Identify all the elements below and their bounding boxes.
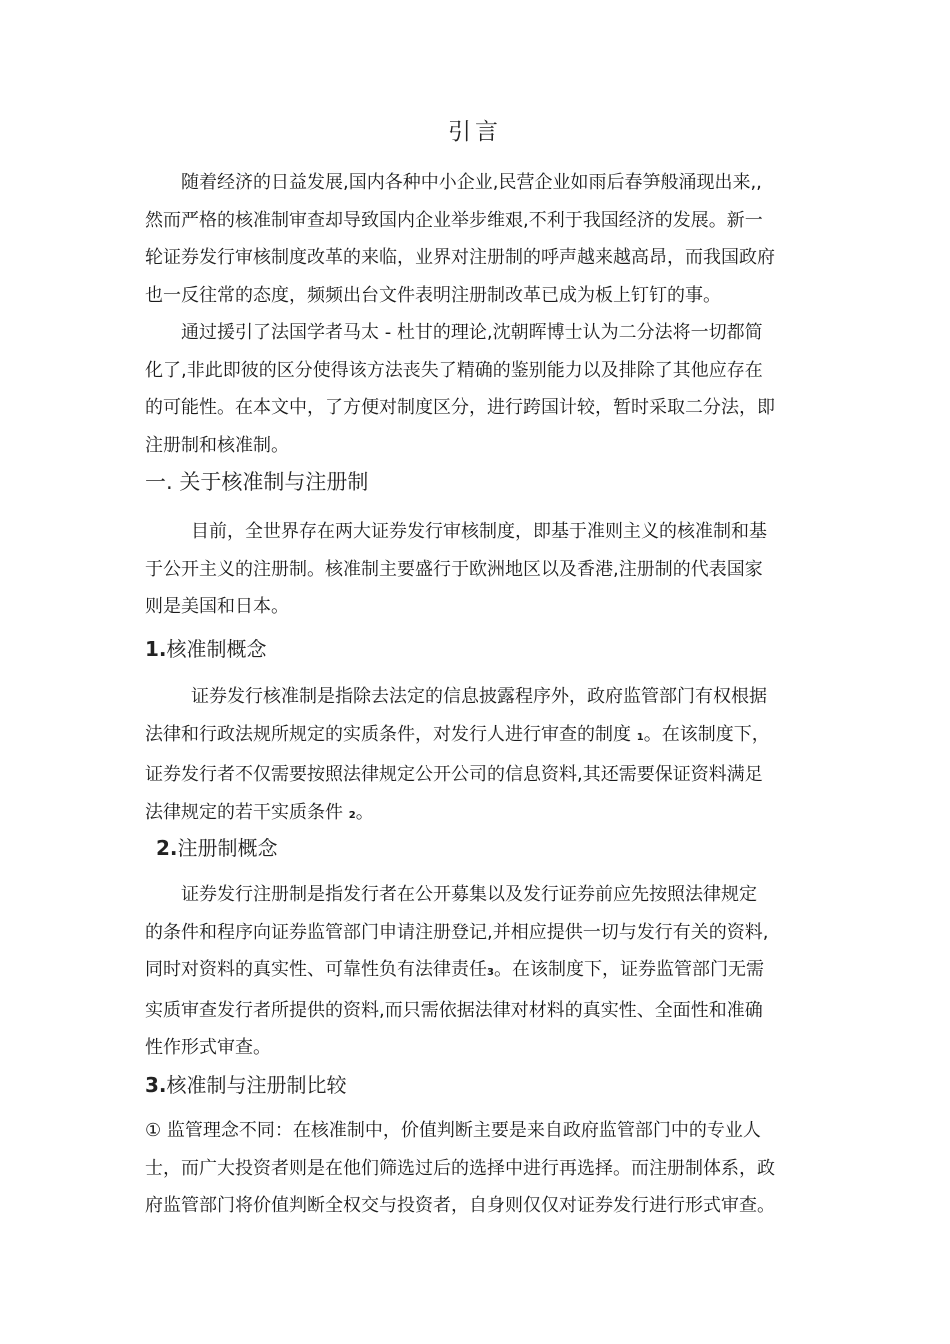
page-title: 引言 — [448, 119, 502, 145]
subheading-1 — [145, 633, 267, 662]
sub3-paragraph — [145, 1112, 835, 1225]
sub1-paragraph — [145, 678, 835, 834]
text-line: 然而严格的核准制审查却导致国内企业举步维艰,不利于我国经济的发展。新一 — [145, 209, 763, 231]
text-line: 的可能性。在本文中，了方便对制度区分，进行跨国计较，暂时采取二分法，即 — [145, 397, 775, 418]
subheading-3 — [145, 1069, 347, 1098]
text-fragment: 法律和行政法规所规定的实质条件，对发行人进行审查的制度 — [145, 723, 631, 745]
text-line: 府监管部门将价值判断全权交与投资者，自身则仅仅对证券发行进行形式审查。 — [145, 1195, 775, 1216]
subheading-label: 注册制概念 — [177, 836, 278, 860]
text-line: 性作形式审查。 — [145, 1037, 271, 1058]
text-line: 证券发行者不仅需要按照法律规定公开公司的信息资料,其还需要保证资料满足 — [145, 764, 763, 785]
footnote-ref-3[interactable]: 3 — [487, 967, 494, 978]
intro-paragraph-1 — [145, 164, 835, 314]
text-line: 士，而广大投资者则是在他们筛选过后的选择中进行再选择。而注册制体系，政 — [145, 1157, 775, 1179]
footnote-ref-1[interactable]: 1 — [636, 731, 644, 743]
subheading-number: 2. — [156, 836, 178, 860]
text-line: 随着经济的日益发展,国内各种中小企业,民营企业如雨后春笋般涌现出来,, — [181, 172, 762, 193]
text-line: 实质审查发行者所提供的资料,而只需依据法律对材料的真实性、全面性和准确 — [145, 999, 763, 1021]
text-fragment: 。 — [355, 801, 374, 823]
subheading-number: 1. — [145, 637, 167, 661]
text-line: 的条件和程序向证券监管部门申请注册登记,并相应提供一切与发行有关的资料, — [145, 921, 769, 943]
text-line — [145, 951, 835, 992]
text-line: 于公开主义的注册制。核准制主要盛行于欧洲地区以及香港,注册制的代表国家 — [145, 558, 763, 580]
subheading-label: 核准制概念 — [166, 637, 267, 661]
intro-paragraph-2 — [145, 314, 835, 464]
footnote-ref-2[interactable]: 2 — [348, 809, 356, 821]
subheading-2 — [156, 832, 278, 861]
section-heading-1: 一. 关于核准制与注册制 — [145, 470, 369, 494]
text-line: 证券发行注册制是指发行者在公开募集以及发行证券前应先按照法律规定 — [181, 884, 757, 905]
text-fragment: 。在该制度下，证券监管部门无需 — [493, 959, 764, 980]
text-line: 轮证券发行审核制度改革的来临，业界对注册制的呼声越来越高昂，而我国政府 — [145, 247, 775, 268]
sub2-paragraph — [145, 876, 835, 1067]
text-fragment: 法律规定的若干实质条件 — [145, 801, 343, 823]
section1-paragraph — [145, 513, 835, 626]
text-line: 也一反往常的态度，频频出台文件表明注册制改革已成为板上钉钉的事。 — [145, 284, 721, 306]
text-line — [145, 716, 835, 757]
text-line: 目前，全世界存在两大证券发行审核制度，即基于准则主义的核准制和基 — [191, 521, 767, 542]
text-line: 化了,非此即彼的区分使得该方法丧失了精确的鉴别能力以及排除了其他应存在 — [145, 359, 763, 381]
text-line: 注册制和核准制。 — [145, 434, 289, 456]
subheading-label: 核准制与注册制比较 — [166, 1073, 347, 1097]
subheading-number: 3. — [145, 1073, 167, 1097]
text-line: 则是美国和日本。 — [145, 596, 289, 617]
text-line: ① 监管理念不同：在核准制中，价值判断主要是来自政府监管部门中的专业人 — [145, 1120, 761, 1141]
text-fragment: 同时对资料的真实性、可靠性负有法律责任 — [145, 959, 487, 980]
text-line — [145, 794, 835, 835]
text-line: 证券发行核准制是指除去法定的信息披露程序外，政府监管部门有权根据 — [191, 686, 767, 707]
text-fragment: 。在该制度下， — [643, 723, 770, 745]
text-line: 通过援引了法国学者马太 - 杜甘的理论,沈朝晖博士认为二分法将一切都简 — [181, 322, 763, 343]
